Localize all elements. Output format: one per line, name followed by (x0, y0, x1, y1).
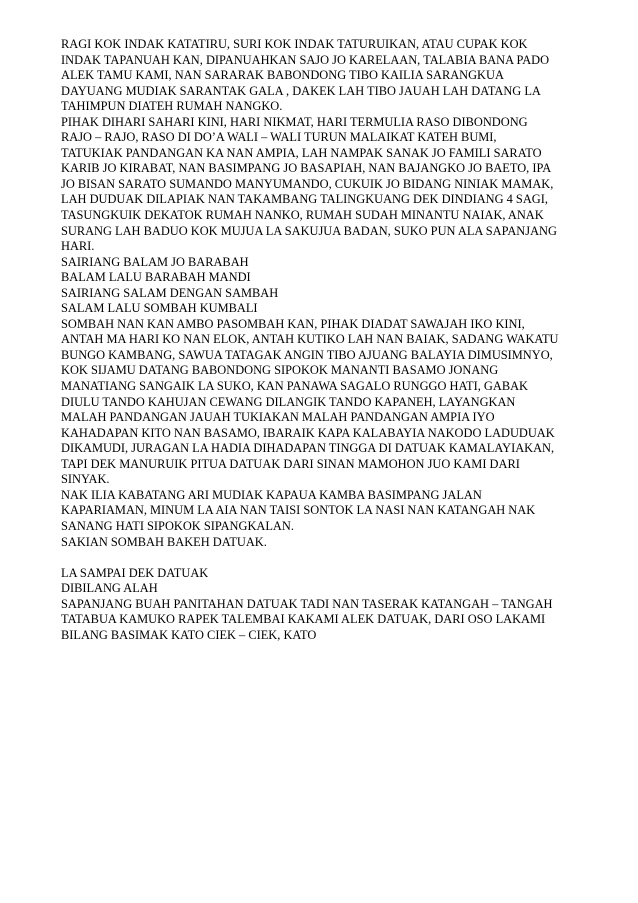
text-line: MALAH PANDANGAN JAUAH TUKIAKAN MALAH PANDANGAN AMPIA IYO (61, 410, 495, 425)
text-line: BUNGO KAMBANG, SAWUA TATAGAK ANGIN TIBO AJUANG BALAYIA DIMUSIMNYO, (61, 347, 553, 362)
text-line: DIBILANG ALAH (61, 581, 158, 596)
text-line: TASUNGKUIK DEKATOK RUMAH NANKO, RUMAH SUDAH MINANTU NAIAK, ANAK (61, 208, 544, 223)
text-line: ALEK TAMU KAMI, NAN SARARAK BABONDONG TIBO KAILIA SARANGKUA (61, 68, 504, 83)
text-line: HARI. (61, 239, 95, 254)
text-line: TATABUA KAMUKO RAPEK TALEMBAI KAKAMI ALEK DATUAK, DARI OSO LAKAMI (61, 612, 546, 627)
text-line: DAYUANG MUDIAK SARANTAK GALA , DAKEK LAH TIBO JAUAH LAH DATANG LA (61, 83, 541, 98)
text-line: SURANG LAH BADUO KOK MUJUA LA SAKUJUA BADAN, SUKO PUN ALA SAPANJANG (61, 223, 557, 238)
text-line: NAK ILIA KABATANG ARI MUDIAK KAPAUA KAMBA BASIMPANG JALAN (61, 487, 482, 502)
text-line: SANANG HATI SIPOKOK SIPANGKALAN. (61, 518, 294, 533)
text-line: ANTAH MA HARI KO NAN ELOK, ANTAH KUTIKO LAH NAN BAIAK, SADANG WAKATU (61, 332, 559, 347)
text-line: SAPANJANG BUAH PANITAHAN DATUAK TADI NAN TASERAK KATANGAH – TANGAH (61, 596, 553, 611)
text-line: TAHIMPUN DIATEH RUMAH NANGKO. (61, 99, 283, 114)
text-line: TATUKIAK PANDANGAN KA NAN AMPIA, LAH NAMPAK SANAK JO FAMILI SARATO (61, 145, 542, 160)
text-line: KAHADAPAN KITO NAN BASAMO, IBARAIK KAPA KALABAYIA NAKODO LADUDUAK (61, 425, 555, 440)
text-line: RAGI KOK INDAK KATATIRU, SURI KOK INDAK TATURUIKAN, ATAU CUPAK KOK (61, 37, 528, 51)
text-line: LAH DUDUAK DILAPIAK NAN TAKAMBANG TALINGKUANG DEK DINDIANG 4 SAGI, (61, 192, 548, 207)
text-line: MANATIANG SANGAIK LA SUKO, KAN PANAWA SAGALO RUNGGO HATI, GABAK (61, 379, 528, 394)
blank-line (61, 550, 581, 566)
text-line: INDAK TAPANUAH KAN, DIPANUAHKAN SAJO JO KARELAAN, TALABIA BANA PADO (61, 52, 550, 67)
document-body (61, 37, 581, 643)
text-line: SOMBAH NAN KAN AMBO PASOMBAH KAN, PIHAK DIADAT SAWAJAH IKO KINI, (61, 316, 525, 331)
text-line: KOK SIJAMU DATANG BABONDONG SIPOKOK MANANTI BASAMO JONANG (61, 363, 499, 378)
text-line: RAJO – RAJO, RASO DI DO’A WALI – WALI TURUN MALAIKAT KATEH BUMI, (61, 130, 497, 145)
text-line: KAPARIAMAN, MINUM LA AIA NAN TAISI SONTOK LA NASI NAN KATANGAH NAK (61, 503, 536, 518)
text-line: SAIRIANG BALAM JO BARABAH (61, 254, 249, 269)
text-line: DIKAMUDI, JURAGAN LA HADIA DIHADAPAN TINGGA DI DATUAK KAMALAYIAKAN, (61, 441, 555, 456)
text-line: BILANG BASIMAK KATO CIEK – CIEK, KATO (61, 627, 317, 642)
text-line: BALAM LALU BARABAH MANDI (61, 270, 251, 285)
text-line: SALAM LALU SOMBAH KUMBALI (61, 301, 258, 316)
text-line: TAPI DEK MANURUIK PITUA DATUAK DARI SINAN MAMOHON JUO KAMI DARI (61, 456, 520, 471)
text-line: SAKIAN SOMBAH BAKEH DATUAK. (61, 534, 267, 549)
text-line: DIULU TANDO KAHUJAN CEWANG DILANGIK TANDO KAPANEH, LAYANGKAN (61, 394, 516, 409)
text-line: SINYAK. (61, 472, 110, 487)
text-line: JO BISAN SARATO SUMANDO MANYUMANDO, CUKUIK JO BIDANG NINIAK MAMAK, (61, 176, 554, 191)
text-line: PIHAK DIHARI SAHARI KINI, HARI NIKMAT, HARI TERMULIA RASO DIBONDONG (61, 114, 528, 129)
text-line: SAIRIANG SALAM DENGAN SAMBAH (61, 285, 279, 300)
text-line: LA SAMPAI DEK DATUAK (61, 565, 209, 580)
text-line: KARIB JO KIRABAT, NAN BASIMPANG JO BASAPIAH, NAN BAJANGKO JO BAETO, IPA (61, 161, 552, 176)
